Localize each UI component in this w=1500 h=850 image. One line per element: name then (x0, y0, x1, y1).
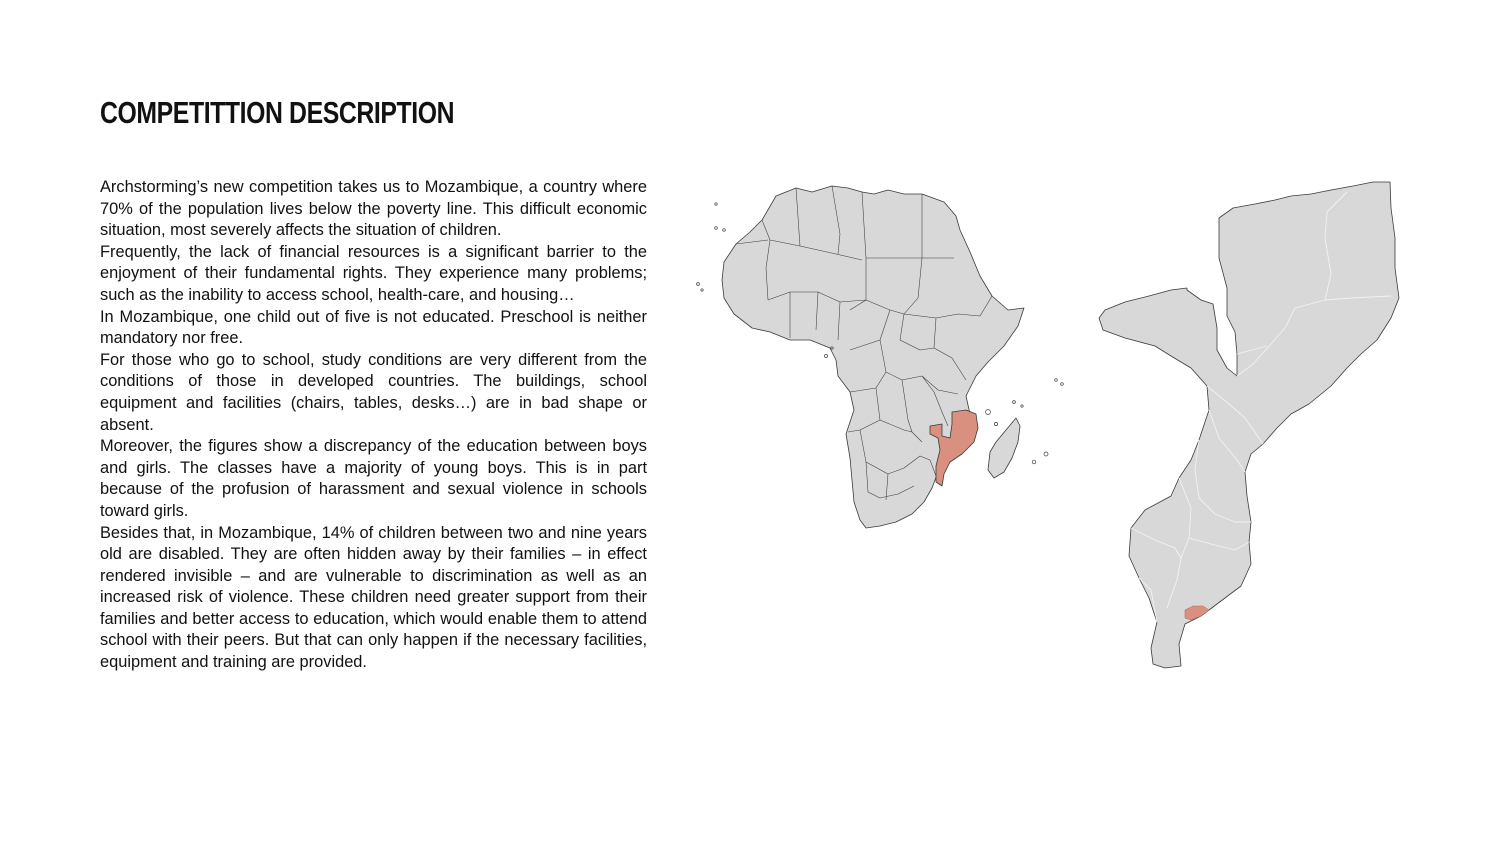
mozambique-shape (1099, 182, 1399, 668)
madagascar-island (988, 418, 1020, 478)
paragraph-disability: Besides that, in Mozambique, 14% of children between two and nine years old are disabled. They are often hidden away by their families – in effect rendered invisible – and are vulnerable to discrimination as well as an increased risk of violence. These children need greater support from their families and better access to education, which would enable them to attend school with their peers. But that can only happen if the necessary facilities, equipment and training are provided. (100, 523, 647, 672)
competition-description-text (100, 177, 647, 674)
island-madeira (715, 203, 717, 205)
paragraph-education-rate: In Mozambique, one child out of five is not educated. Preschool is neither mandatory nor free. (100, 307, 647, 348)
island-seychelles-b (1021, 405, 1023, 407)
paragraph-study-conditions: For those who go to school, study conditions are very different from the conditions of those in developed countries. The buildings, school equipment and facilities (chairs, tables, desks…) are in bad shape or absent. (100, 350, 647, 434)
island-comoros-b (994, 422, 997, 425)
island-comoros-a (986, 410, 991, 415)
island-cape-verde-b (701, 289, 703, 291)
island-seychelles-a (1013, 401, 1016, 404)
island-sao-tome (825, 355, 828, 358)
paragraph-poverty: Archstorming’s new competition takes us to Mozambique, a country where 70% of the population lives below the poverty line. This difficult economic situation, most severely affects the situation of children. (100, 178, 647, 240)
island-maldives-a (1055, 379, 1058, 382)
island-cape-verde-a (697, 283, 700, 286)
africa-map (690, 180, 1070, 530)
island-reunion (1032, 460, 1036, 464)
island-mauritius (1044, 452, 1048, 456)
paragraph-rights: Frequently, the lack of financial resources is a significant barrier to the enjoyment of their fundamental rights. They experience many problems; such as the inability to access school, health-care, and housing… (100, 242, 647, 304)
island-canary-b (723, 229, 726, 232)
paragraph-gender-gap: Moreover, the figures show a discrepancy of the education between boys and girls. The classes have a majority of young boys. This is in part because of the profusion of harassment and sexual violence in schools toward girls. (100, 437, 647, 520)
page-title: COMPETITTION DESCRIPTION (100, 95, 455, 130)
island-canary-a (715, 227, 718, 230)
africa-continent-shape (722, 186, 1024, 528)
island-maldives-b (1061, 383, 1064, 386)
mozambique-map (1095, 178, 1405, 673)
